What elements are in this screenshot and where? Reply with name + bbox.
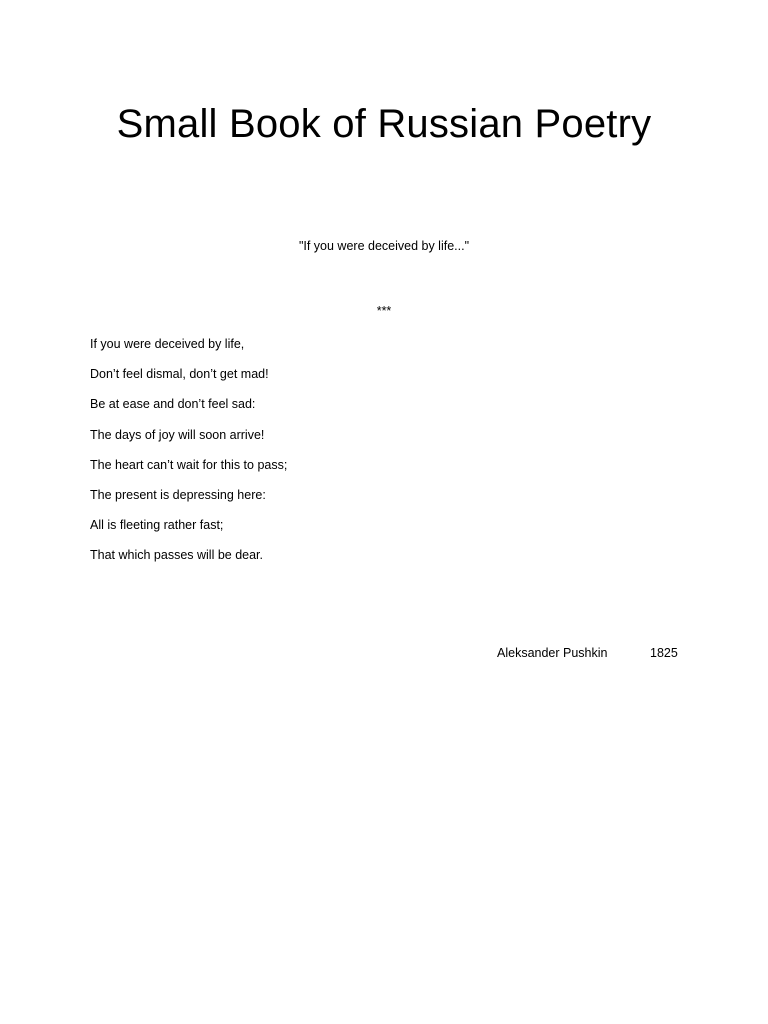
section-separator: *** bbox=[376, 304, 392, 318]
poem-line: If you were deceived by life, bbox=[90, 337, 245, 351]
poem-year: 1825 bbox=[650, 646, 678, 660]
poem-line: Be at ease and don’t feel sad: bbox=[90, 397, 256, 412]
poem-body bbox=[90, 335, 590, 577]
poem-line: The heart can’t wait for this to pass; bbox=[90, 457, 288, 472]
poem-line: All is fleeting rather fast; bbox=[90, 518, 224, 533]
poem-line: The days of joy will soon arrive! bbox=[90, 427, 265, 442]
poem-line: The present is depressing here: bbox=[90, 487, 266, 502]
poem-title: "If you were deceived by life..." bbox=[298, 239, 470, 253]
poem-line: That which passes will be dear. bbox=[90, 548, 264, 563]
poem-author: Aleksander Pushkin bbox=[497, 646, 608, 660]
poem-line: Don’t feel dismal, don’t get mad! bbox=[90, 367, 269, 382]
book-title: Small Book of Russian Poetry bbox=[116, 102, 652, 146]
